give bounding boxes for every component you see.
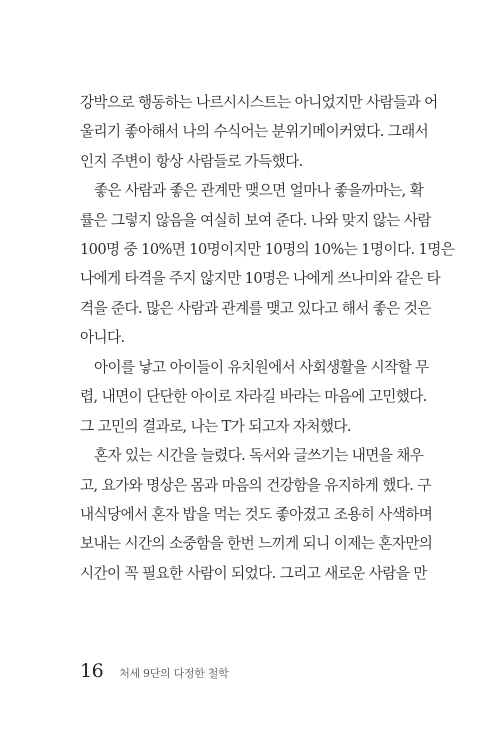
page-footer: [80, 660, 228, 682]
running-title: 처세 9단의 다정한 철학: [119, 667, 229, 680]
paragraph: [80, 353, 429, 441]
text-line: 고, 요가와 명상은 몸과 마음의 건강함을 유지하게 했다. 구: [80, 476, 431, 494]
paragraph: [80, 88, 438, 176]
text-line: 100명 중 10%면 10명이지만 10명의 10%는 1명이다. 1명은: [80, 241, 455, 259]
paragraph: [80, 176, 455, 352]
text-section-1: [80, 88, 455, 353]
text-line: 시간이 꼭 필요한 사람이 되었다. 그리고 새로운 사람을 만: [80, 564, 427, 582]
text-line: 나에게 타격을 주지 않지만 10명은 나에게 쓰나미와 같은 타: [80, 270, 441, 288]
text-line: 내식당에서 혼자 밥을 먹는 것도 좋아졌고 조용히 사색하며: [80, 506, 433, 524]
page-number: 16: [80, 660, 104, 682]
text-line: 강박으로 행동하는 나르시시스트는 아니었지만 사람들과 어: [80, 94, 438, 111]
text-section-2: [80, 353, 433, 588]
text-line: 혼자 있는 시간을 늘렸다. 독서와 글쓰기는 내면을 채우: [94, 447, 424, 465]
text-line: 격을 준다. 많은 사람과 관계를 맺고 있다고 해서 좋은 것은: [80, 299, 431, 317]
text-line: 그 고민의 결과로, 나는 T가 되고자 자처했다.: [80, 417, 351, 435]
text-line: 좋은 사람과 좋은 관계만 맺으면 얼마나 좋을까마는, 확: [94, 182, 424, 200]
text-line: 률은 그렇지 않음을 여실히 보여 준다. 나와 맞지 않는 사람: [80, 211, 431, 229]
text-line: 렵, 내면이 단단한 아이로 자라길 바라는 마음에 고민했다.: [80, 388, 427, 406]
paragraph: [80, 441, 433, 588]
text-line: 아니다.: [80, 329, 125, 347]
text-line: 인지 주변이 항상 사람들로 가득했다.: [80, 152, 303, 170]
text-line: 보내는 시간의 소중함을 한번 느끼게 되니 이제는 혼자만의: [80, 535, 433, 553]
text-line: 울리기 좋아해서 나의 수식어는 분위기메이커였다. 그래서: [80, 123, 429, 141]
text-line: 아이를 낳고 아이들이 유치원에서 사회생활을 시작할 무: [94, 359, 429, 376]
